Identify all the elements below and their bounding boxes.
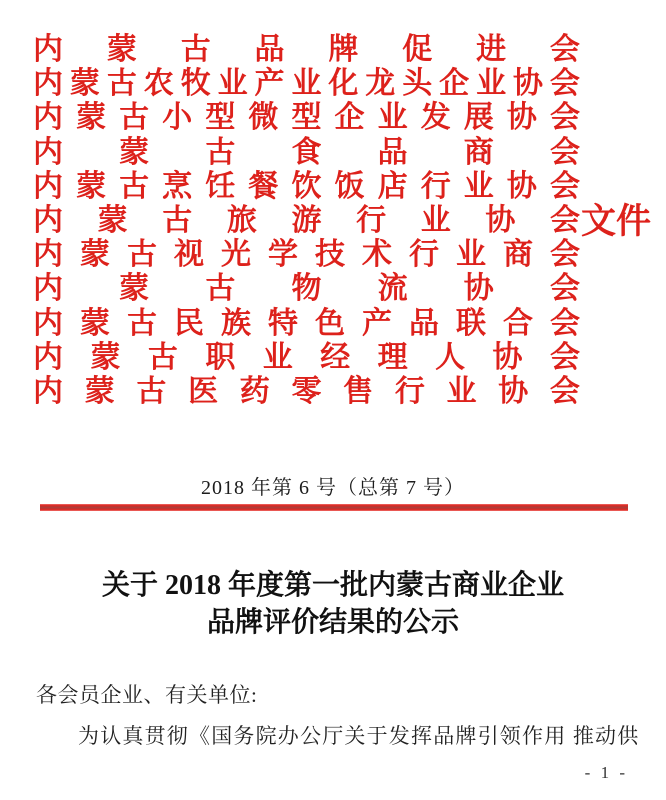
red-separator-line <box>40 504 628 511</box>
org-name-line: 内 蒙 古 物 流 协 会 <box>33 272 580 306</box>
salutation: 各会员企业、有关单位: <box>36 683 258 707</box>
org-name-line: 内 蒙 古 旅 游 行 业 协 会 <box>33 203 580 237</box>
org-name-line: 内 蒙 古 品 牌 促 进 会 <box>33 33 580 66</box>
org-name-line: 内 蒙 古 小 型 微 型 企 业 发 展 协 会 <box>33 101 580 135</box>
document-title <box>0 567 666 641</box>
org-name-line: 内 蒙 古 民 族 特 色 产 品 联 合 会 <box>33 306 580 340</box>
org-name-line: 内 蒙 古 职 业 经 理 人 协 会 <box>33 340 580 374</box>
title-line-2: 品牌评价结果的公示 <box>206 607 459 638</box>
org-name-list <box>33 33 580 409</box>
doc-number: 2018 年第 6 号（总第 7 号） <box>201 477 465 499</box>
org-name-line: 内 蒙 古 视 光 学 技 术 行 业 商 会 <box>33 238 580 272</box>
org-name-line: 内 蒙 古 食 品 商 会 <box>33 135 580 169</box>
org-name-line: 内 蒙 古 烹 饪 餐 饮 饭 店 行 业 协 会 <box>33 169 580 203</box>
title-line-1: 关于 2018 年度第一批内蒙古商业企业 <box>101 570 564 601</box>
doc-type-label: 文件 <box>581 202 652 241</box>
org-name-line: 内 蒙 古 农 牧 业 产 业 化 龙 头 企 业 协 会 <box>33 67 580 101</box>
page-number: - 1 - <box>584 763 628 782</box>
org-name-line: 内 蒙 古 医 药 零 售 行 业 协 会 <box>33 374 580 408</box>
body-paragraph: 为认真贯彻《国务院办公厅关于发挥品牌引领作用 推动供 <box>78 724 640 748</box>
